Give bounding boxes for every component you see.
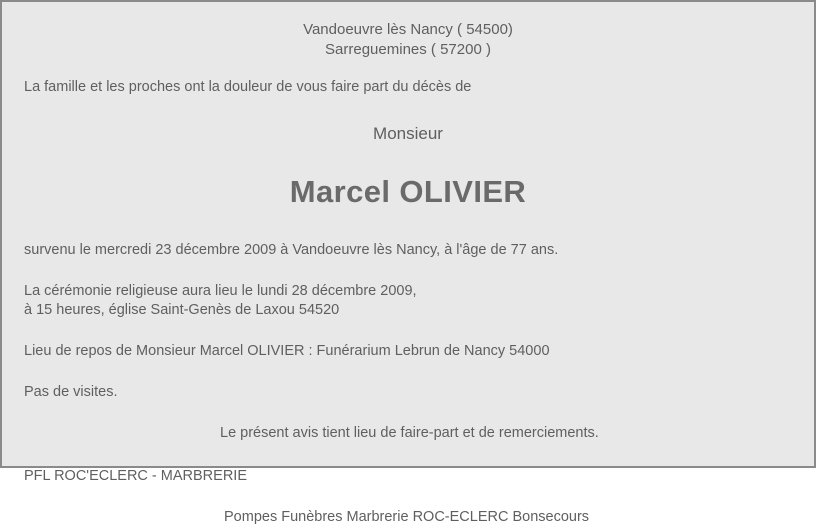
death-details: survenu le mercredi 23 décembre 2009 à Vandoeuvre lès Nancy, à l'âge de 77 ans. [24,242,559,258]
intro-text: La famille et les proches ont la douleur de vous faire part du décès de [24,79,472,95]
city-line-1: Vandoeuvre lès Nancy ( 54500) [303,21,513,38]
deceased-name: Marcel OLIVIER [289,174,527,209]
visits-note: Pas de visites. [24,384,118,400]
ceremony-details [24,282,792,320]
ceremony-line-1: La cérémonie religieuse aura lieu le lundi 28 décembre 2009, [24,283,417,299]
ceremony-line-2: à 15 heures, église Saint-Genès de Laxou 54520 [24,302,340,318]
funeral-home-footer: Pompes Funèbres Marbrerie ROC-ECLERC Bonsecours [224,509,590,525]
notice-statement: Le présent avis tient lieu de faire-part et de remerciements. [220,425,599,441]
city-line-2: Sarreguemines ( 57200 ) [325,41,491,58]
company-name: PFL ROC'ECLERC - MARBRERIE [24,468,247,484]
honorific-text: Monsieur [373,124,443,143]
repose-location: Lieu de repos de Monsieur Marcel OLIVIER : Funérarium Lebrun de Nancy 54000 [24,343,550,359]
